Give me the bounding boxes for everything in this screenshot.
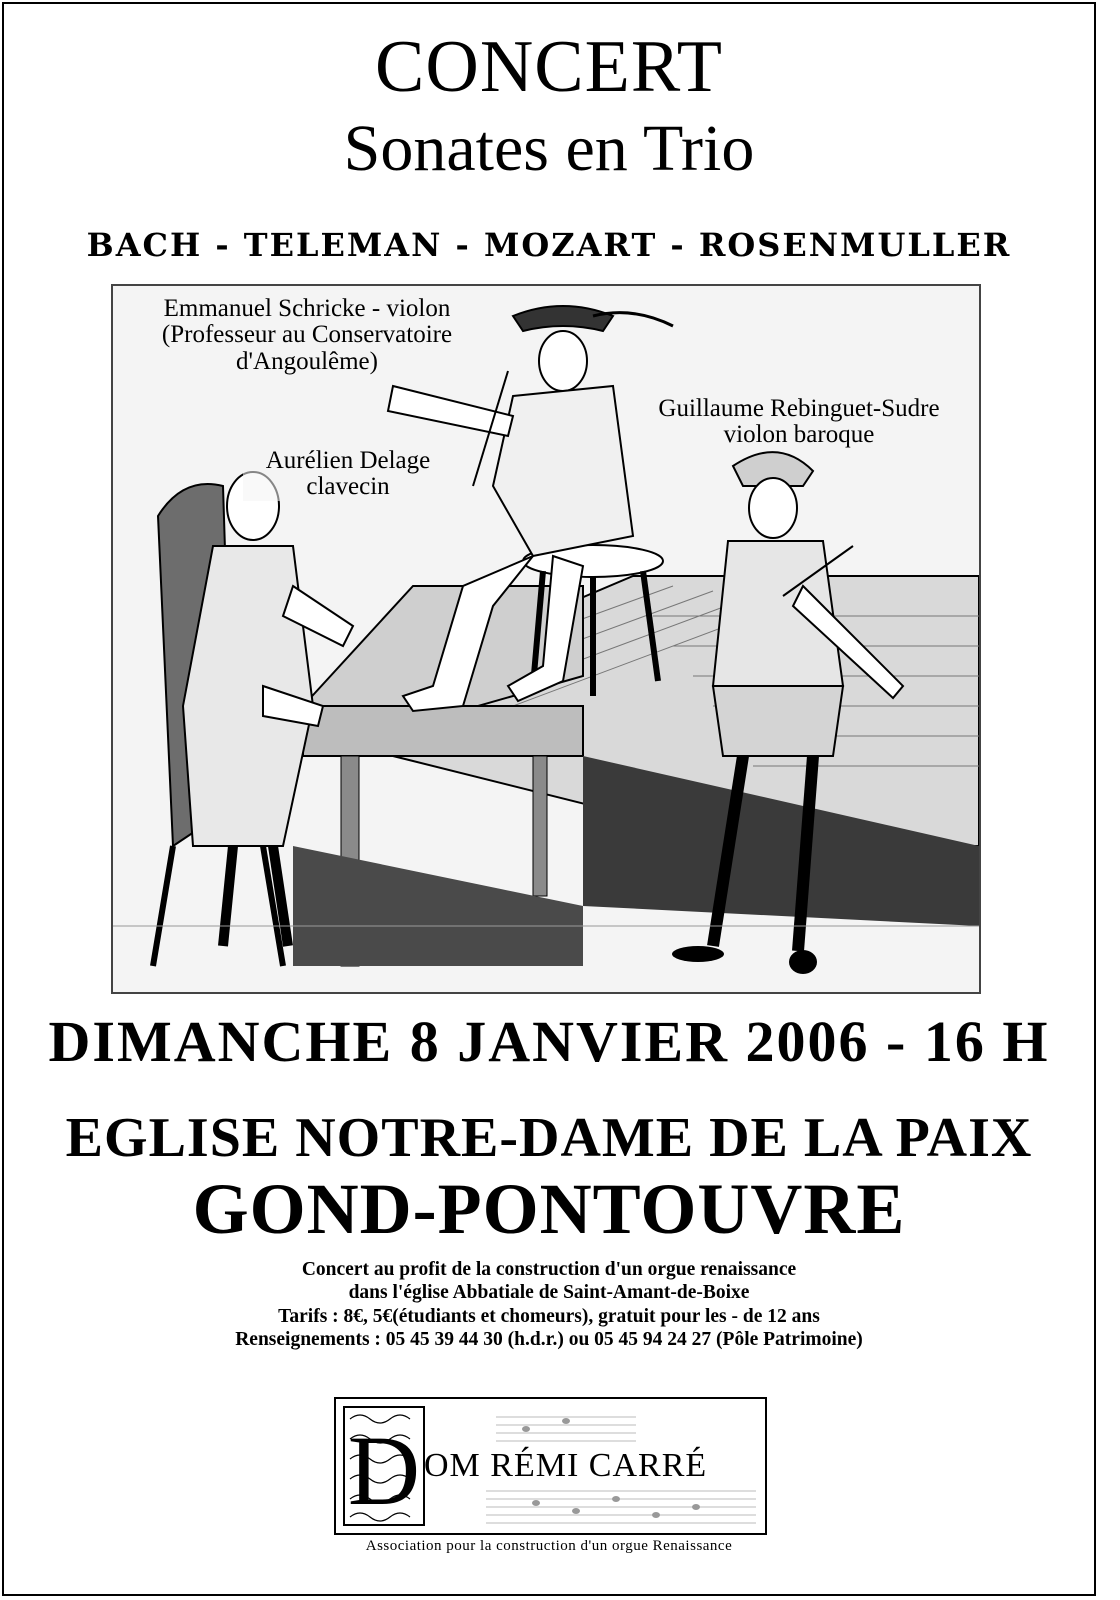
caption-aurelien-delage <box>243 448 453 501</box>
caption-line: clavecin <box>306 473 390 501</box>
event-date: DIMANCHE 8 JANVIER 2006 - 16 H <box>48 1009 1050 1074</box>
logo-initial: D <box>347 1415 421 1526</box>
caption-line: violon baroque <box>723 421 875 449</box>
concert-poster <box>2 2 1096 1596</box>
poster-title: CONCERT <box>375 26 723 108</box>
caption-line: (Professeur au Conservatoire <box>161 321 453 349</box>
event-details <box>4 1258 1094 1352</box>
event-venue: EGLISE NOTRE-DAME DE LA PAIX <box>65 1107 1033 1169</box>
caption-line: d'Angoulême) <box>236 347 378 375</box>
dom-remi-carre-logo <box>334 1397 767 1535</box>
engraving-drawing <box>113 286 979 992</box>
composers-list: BACH - TELEMAN - MOZART - ROSENMULLER <box>86 226 1012 264</box>
musicians-engraving <box>111 284 981 994</box>
caption-emmanuel-schricke <box>137 296 477 375</box>
caption-line: Guillaume Rebinguet-Sudre <box>658 395 940 422</box>
caption-line: Aurélien Delage <box>265 447 431 474</box>
details-line: Renseignements : 05 45 39 44 30 (h.d.r.) ou 05 45 94 24 27 (Pôle Patrimoine) <box>235 1329 863 1351</box>
details-line: Concert au profit de la construction d'un orgue renaissance <box>301 1259 797 1280</box>
caption-guillaume-rebinguet-sudre <box>627 396 971 449</box>
logo-tagline: Association pour la construction d'un orgue Renaissance <box>365 1538 733 1554</box>
details-line: Tarifs : 8€, 5€(étudiants et chomeurs), gratuit pour les - de 12 ans <box>278 1305 820 1327</box>
details-line: dans l'église Abbatiale de Saint-Amant-de-Boixe <box>348 1282 750 1304</box>
caption-line: Emmanuel Schricke - violon <box>163 295 451 322</box>
poster-subtitle: Sonates en Trio <box>343 112 755 185</box>
logo-name: OM RÉMI CARRÉ <box>424 1447 708 1484</box>
event-town: GOND-PONTOUVRE <box>192 1169 906 1249</box>
